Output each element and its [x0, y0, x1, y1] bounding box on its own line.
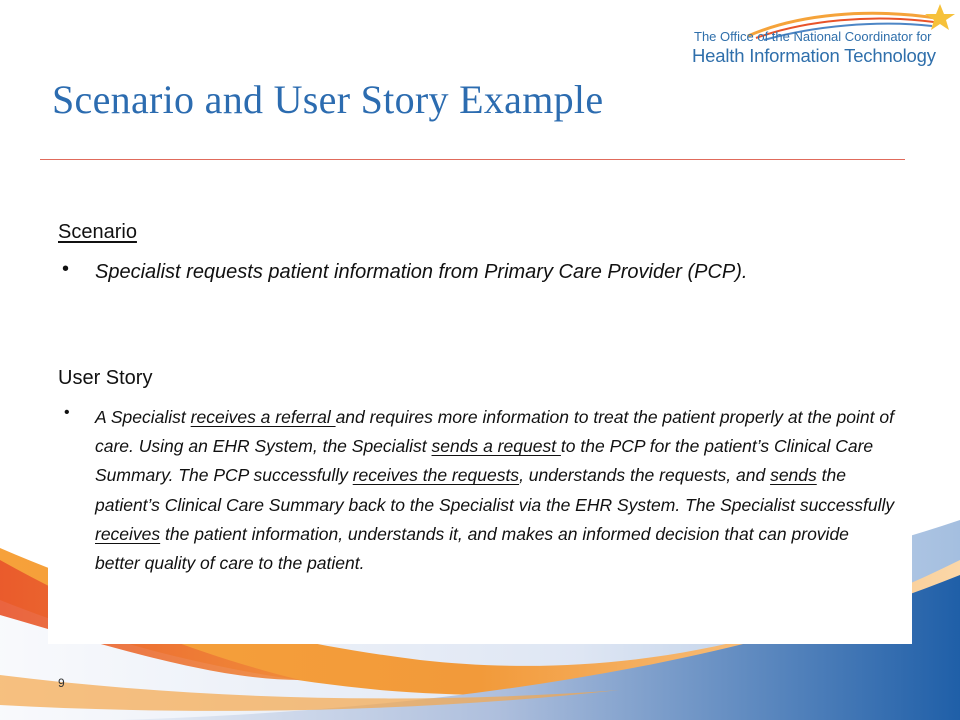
story-segment: the patient’s Clinical Care Summary back to the Specialist via the EHR System. The Specialist successfully [95, 465, 895, 515]
user-story-text [95, 403, 895, 578]
bullet-dot-icon: • [62, 258, 70, 280]
story-underlined-segment: receives [95, 523, 161, 544]
story-underlined-segment: sends a request [431, 436, 561, 457]
story-underlined-segment: receives the requests [352, 465, 520, 486]
title-divider [40, 159, 905, 160]
story-segment: and requires more information to treat the patient properly at the point of care. Using an EHR System, the Specialist [95, 407, 894, 457]
story-segment: to the PCP for the patient’s Clinical Care Summary. The PCP successfully [95, 436, 874, 486]
onc-logo [688, 2, 960, 72]
logo-text-line1: The Office of the National Coordinator for [694, 29, 932, 44]
page-number: 9 [58, 676, 65, 690]
story-segment: A Specialist [95, 407, 191, 427]
story-segment: the patient information, understands it, and makes an informed decision that can provide better quality of care to the patient. [95, 523, 849, 574]
bullet-dot-icon: • [64, 404, 70, 421]
story-underlined-segment: receives a referral [190, 407, 336, 427]
logo-text-line2: Health Information Technology [692, 45, 936, 66]
slide-title: Scenario and User Story Example [52, 77, 604, 122]
story-underlined-segment: sends [770, 465, 817, 486]
user-story-heading: User Story [58, 367, 153, 389]
scenario-heading: Scenario [58, 221, 137, 243]
story-segment: , understands the requests, and [519, 465, 771, 486]
scenario-text: Specialist requests patient information from Primary Care Provider (PCP). [95, 261, 748, 283]
